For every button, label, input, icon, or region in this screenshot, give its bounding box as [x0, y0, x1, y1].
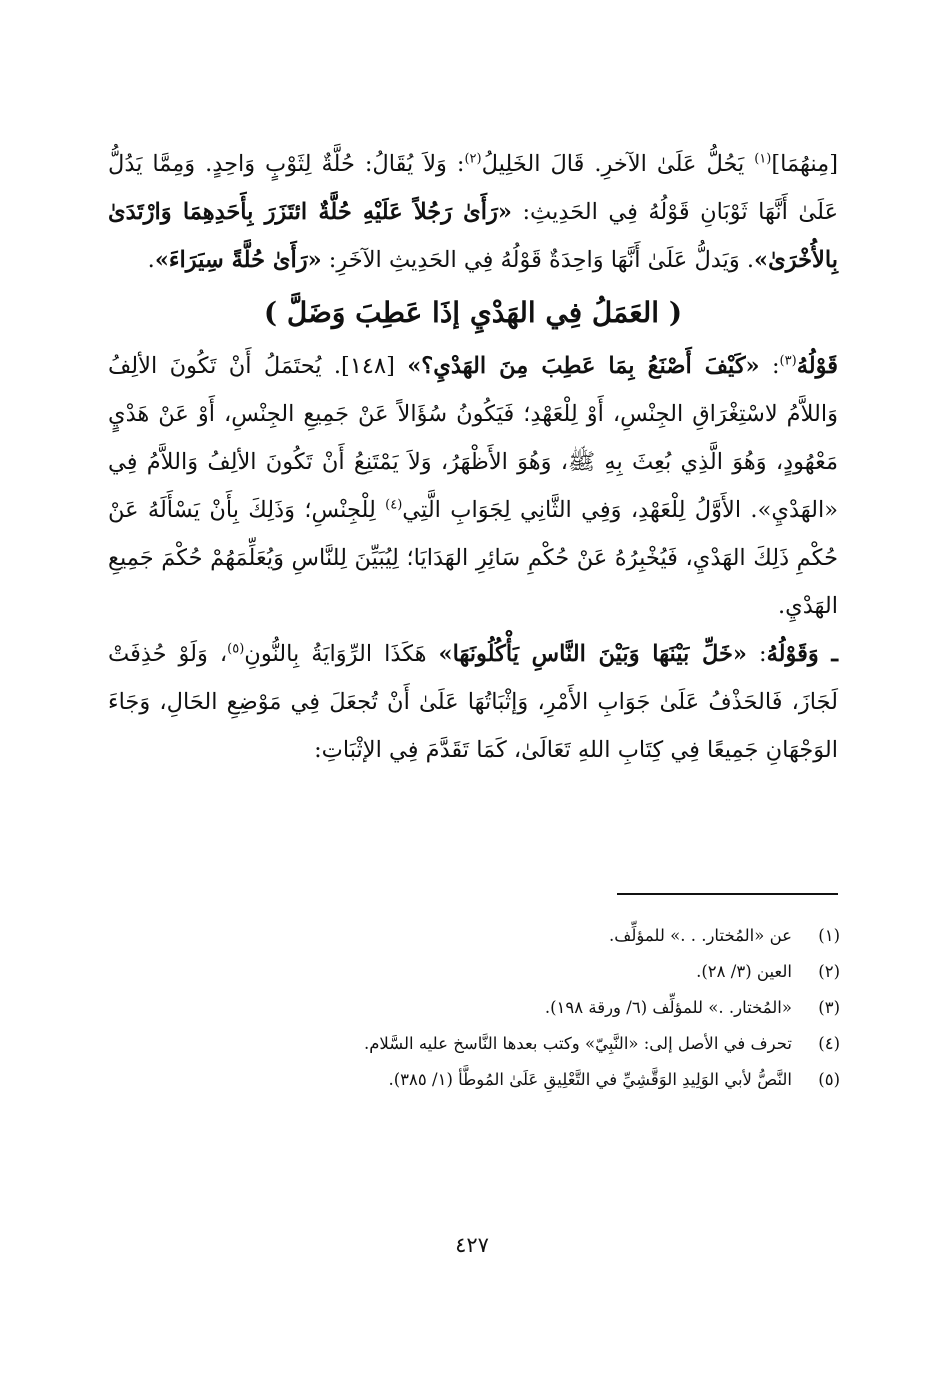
paragraph-1 [108, 140, 838, 284]
text-segment: . [147, 247, 155, 273]
paragraph-3 [108, 630, 838, 774]
footnote [110, 1026, 840, 1062]
footnote-ref-2: (٢) [464, 151, 482, 167]
text-segment: هَكَذَا الرِّوَايَةُ بِالنُّونِ [244, 641, 439, 667]
hadith-number: [١٤٨] [341, 353, 408, 379]
text-segment: ، وَلَوْ حُذِفَتْ لَجَازَ، فَالحَذْفُ عَلَىٰ جَوَابِ الأَمْرِ، وَإثْبَاتُهَا عَلَىٰ أَنْ تُجعَلَ فِي مَوْضِعِ الحَالِ، وَجَاءَ الوَجْهَانِ جَمِيعًا فِي كِتَابِ اللهِ تَعَالَىٰ، كَمَا تَقَدَّمَ فِي الإثْبَاتِ: [108, 641, 838, 763]
text-segment: لِلْجِنْسِ؛ وَذَلِكَ بِأَنْ يَسْأَلَهُ عَنْ حُكْمِ ذَلِكَ الهَدْيِ، فَيُخْبِرُهُ عَنْ حُكْمِ سَائِرِ الهَدَايَا؛ لِيُبَيِّنَ لِلنَّاسِ وَيُعَلِّمَهُمْ حُكْمَ جَمِيعِ الهَدْيِ. [108, 497, 838, 619]
text-segment: . يُحتَمَلُ أَنْ تَكُونَ الألِفُ وَاللاَّمُ لاسْتِغْرَاقِ الجِنْسِ، أَوْ لِلْعَهْدِ؛ فَيَكُونُ سُؤَالاً عَنْ جَمِيعِ الجِنْسِ، أَوْ عَنْ هَدْيٍ مَعْهُودٍ، وَهُوَ الَّذِي بُعِثَ بِهِ ﷺ، وَهُوَ الأَظْهَرُ، وَلاَ يَمْتَنِعُ أَنْ تَكُونَ الألِفُ وَاللاَّمُ فِي «الهَدْيِ». الأَوَّلُ لِلْعَهْدِ، وَفِي الثَّانِي لِجَوَابِ الَّتِي [108, 353, 838, 523]
footnote-text: النَّصُّ لأبي الوَلِيدِ الوَقَّشِيِّ في التَّعْلِيقِ عَلَىٰ المُوطَّأ (١/ ٣٨٥). [388, 1070, 792, 1089]
footnote-number: (٢) [818, 962, 840, 981]
footnote-ref-5: (٥) [227, 641, 245, 657]
footnote-number: (٥) [818, 1070, 840, 1089]
lead-word: ـ وَقَوْلُهُ [766, 641, 838, 667]
footnote-ref-4: (٤) [385, 497, 403, 513]
footnote [110, 918, 840, 954]
lead-word: قَوْلُهُ [796, 353, 838, 379]
footnote-text: عن «المُختار. . .» للمؤلِّف. [609, 926, 792, 945]
text-segment: : [746, 641, 767, 667]
page-number: ٤٢٧ [455, 1233, 489, 1257]
footnote-number: (٣) [818, 998, 840, 1017]
footnote-ref-3: (٣) [779, 353, 797, 369]
text-segment: : [759, 353, 780, 379]
footnote-divider [617, 893, 838, 895]
hadith-quote: «خَلِّ بَيْنَهَا وَبَيْنَ النَّاسِ يَأْكُلُونَهَا» [438, 641, 747, 667]
hadith-quote: «رَأَىٰ حُلَّةً سِيَرَاءَ» [154, 247, 322, 273]
footnote [110, 990, 840, 1026]
text-segment: يَحُلُّ عَلَىٰ الآخرِ. قَالَ الخَلِيلُ [481, 151, 755, 177]
footnote-number: (٤) [818, 1034, 840, 1053]
text-segment: . وَيَدلُّ عَلَىٰ أَنَّهَا وَاحِدَةٌ قَوْلُهُ فِي الحَدِيثِ الآخَرِ: [321, 247, 755, 273]
text-segment: [مِنهُمَا] [771, 151, 838, 177]
footnote-text: «المُختار. .» للمؤلِّف (٦/ ورقة ١٩٨). [544, 998, 792, 1017]
main-text [108, 140, 838, 774]
hadith-quote: «كَيْفَ أَصْنَعُ بِمَا عَطِبَ مِنَ الهَدْيِ؟» [407, 353, 760, 379]
footnote-ref-1: (١) [754, 151, 772, 167]
hadith-quote: «رَأَىٰ رَجُلاً عَلَيْهِ حُلَّةٌ ائتَزَرَ بِأَحَدِهِمَا وَارْتَدَىٰ بِالأُخْرَىٰ» [108, 199, 838, 273]
paragraph-2 [108, 342, 838, 630]
footnote-number: (١) [818, 926, 840, 945]
text-segment: : وَلاَ يُقَالُ: حُلَّةٌ لِثَوْبٍ وَاحِدٍ. وَمِمَّا يَدُلُّ عَلَىٰ أَنَّهَا ثَوْبَانِ قَوْلُهُ فِي الحَدِيثِ: [108, 151, 838, 225]
footnote [110, 954, 840, 990]
footnotes [110, 918, 840, 1098]
footnote-text: العين (٣/ ٢٨). [696, 962, 792, 981]
section-heading: ( العَمَلُ فِي الهَدْيِ إذَا عَطِبَ وَضَلَّ ) [263, 296, 683, 329]
footnote [110, 1062, 840, 1098]
footnote-text: تحرف في الأصل إلى: «النَّبِيّ» وكتب بعدها النَّاسخ عليه السَّلام. [363, 1034, 792, 1053]
